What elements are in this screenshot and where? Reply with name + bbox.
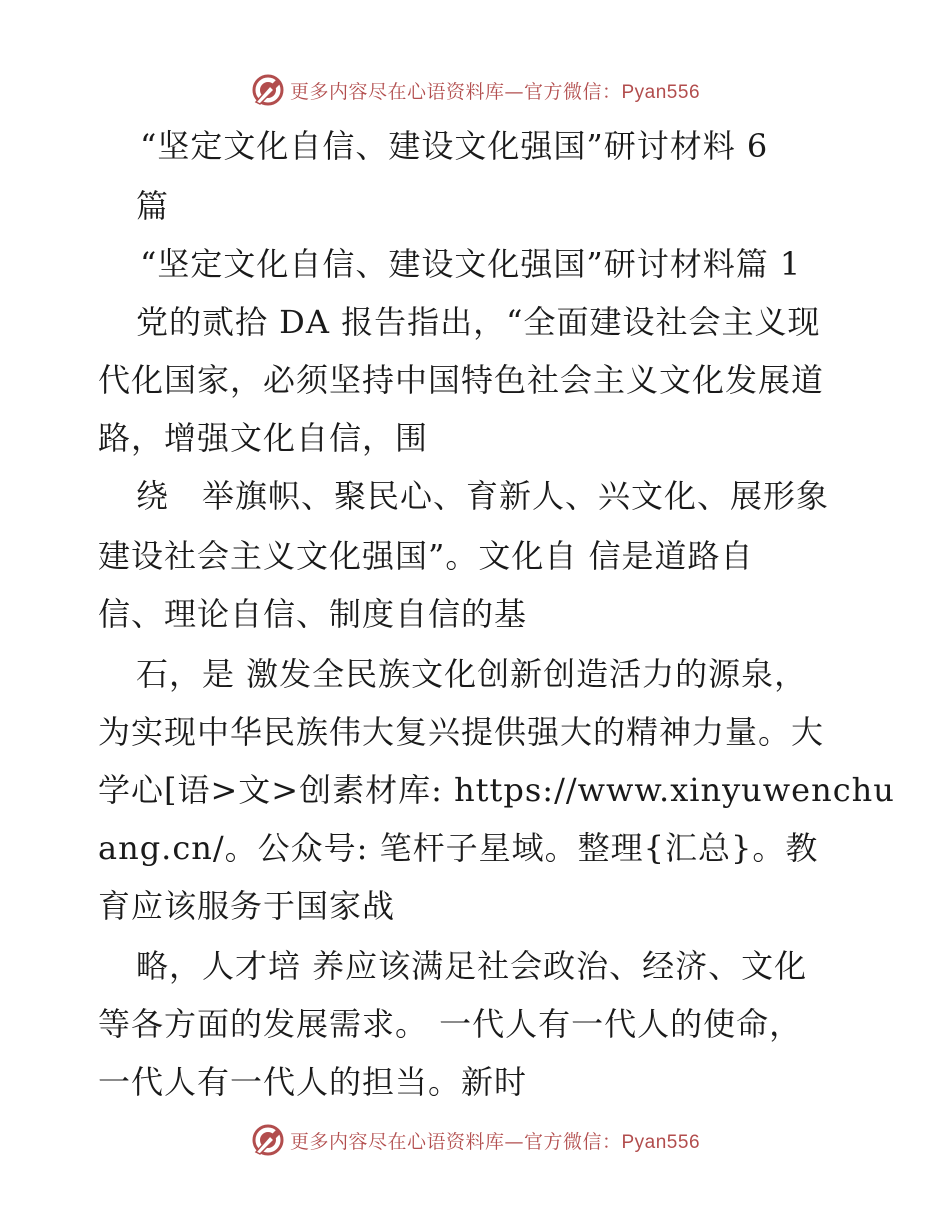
banner-wechat-id: Pyan556 — [621, 81, 701, 103]
footer-banner — [0, 1120, 950, 1160]
banner-text-cn: 更多内容尽在心语资料库—官方微信： — [289, 1130, 622, 1153]
document-title-line-1: “坚定文化自信、建设文化强国”研讨材料 6 — [140, 127, 769, 165]
paragraph-line: 学心[语>文>创素材库: https://www.xinyuwenchu — [98, 771, 895, 809]
pen-seal-logo-icon — [250, 1122, 286, 1158]
paragraph-line: 略，人才培 养应该满足社会政治、经济、文化 — [136, 947, 808, 985]
paragraph-line: 信、理论自信、制度自信的基 — [98, 595, 528, 633]
paragraph-line: 等各方面的发展需求。 一代人有一代人的使命， — [98, 1005, 803, 1043]
section-heading: “坚定文化自信、建设文化强国”研讨材料篇 1 — [140, 245, 802, 283]
paragraph-line: 建设社会主义文化强国”。文化自 信是道路自 — [98, 537, 754, 575]
paragraph-line: 石，是 激发全民族文化创新创造活力的源泉， — [136, 655, 808, 693]
banner-text-cn: 更多内容尽在心语资料库—官方微信： — [289, 80, 622, 103]
paragraph-line: 路，增强文化自信，围 — [98, 419, 429, 457]
document-title-line-2: 篇 — [136, 187, 170, 225]
paragraph-line: 为实现中华民族伟大复兴提供强大的精神力量。大 — [98, 713, 825, 751]
header-banner — [0, 70, 950, 110]
paragraph-line: 党的贰拾 DA 报告指出，“全面建设社会主义现 — [136, 303, 821, 341]
paragraph-line: ang.cn/。公众号: 笔杆子星域。整理{汇总}。教 — [98, 829, 819, 867]
banner-text — [290, 1127, 700, 1154]
paragraph-line: 绕 举旗帜、聚民心、育新人、兴文化、展形象 — [136, 477, 830, 515]
banner-wechat-id: Pyan556 — [621, 1131, 701, 1153]
paragraph-line: 一代人有一代人的担当。新时 — [98, 1063, 528, 1101]
paragraph-line: 育应该服务于国家战 — [98, 887, 396, 925]
banner-text — [290, 77, 700, 104]
paragraph-line: 代化国家，必须坚持中国特色社会主义文化发展道 — [98, 361, 825, 399]
pen-seal-logo-icon — [250, 72, 286, 108]
